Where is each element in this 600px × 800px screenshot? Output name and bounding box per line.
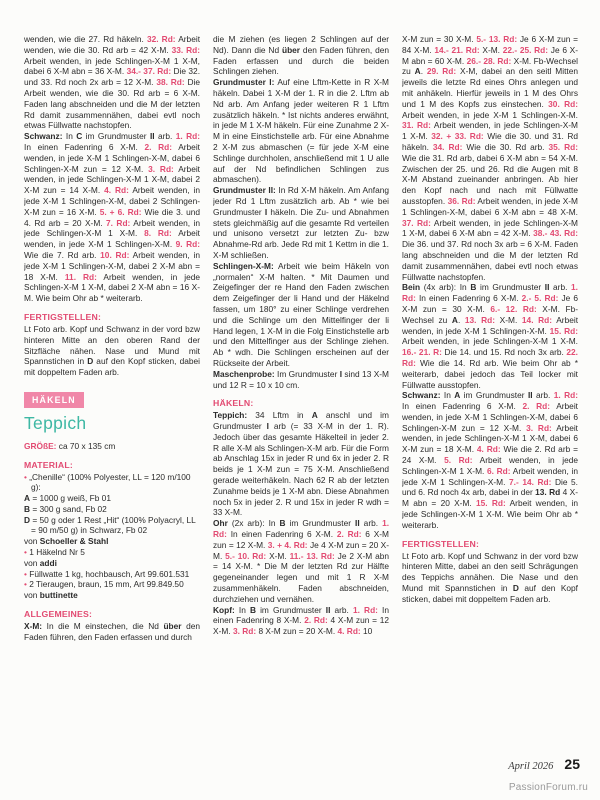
size-line: GRÖßE: ca 70 x 135 cm — [24, 440, 116, 451]
paragraph-schlingen-xm: Schlingen-X-M: Arbeit wie beim Häkeln von „normalen“ X-M halten. * Mit Daumen und Zeigefinger der re Hand den Faden zwischen dem Zeigefinger der li Hand und der Häkelnd fassen, um 180° zu einer Schlinge verdrehen und die Schlinge um den Mittelfinger der li Hand legen, 1 X-M in die Folg Einstichstelle arb und den Mittelfinger aus der Schlinge ziehen. Ab * wdh. Die Schlingen erscheinen auf der Rückseite der Arbeit. — [213, 260, 389, 368]
heading-fertigstellen-2: FERTIGSTELLEN: — [402, 538, 480, 549]
paragraph-fertigstellen-2: Lt Foto arb. Kopf und Schwanz in der vord bzw hinteren Mitte, dabei an den seitl Schrägungen des Teppichs annähen. Die Nase und den Mund mit Spannstichen in D auf den Kopf sticken, dabei mit doppeltem Faden arb. — [402, 550, 578, 604]
column-1 — [24, 34, 200, 746]
material-brand-schoeller: von Schoeller & Stahl — [24, 536, 109, 547]
paragraph-bein: Bein (4x arb): In B im Grundmuster II arb. 1. Rd: In einen Fadenring 6 X-M. 2.- 5. Rd: Je 6 X-M zun = 30 X-M. 6.- 12. Rd: X-M. Fb-Wechsel zu A. 13. Rd: X-M. 14. Rd: Arbeit wenden, in jede X-M 1 Schlingen-X-M. 15. Rd: Arbeit wenden, in jede Schlingen-X-M 1 X-M. 16.- 21. R: Die 14. und 15. Rd noch 3x arb. 22. Rd: Wie die 14. Rd arb. Wie beim Ohr ab * weiterarb, dabei jedoch das Teil locker mit Füllwatte ausstopfen. — [402, 282, 578, 390]
heading-allgemeines: ALLGEMEINES: — [24, 609, 93, 620]
paragraph-schwanz-teppich: Schwanz: In A im Grundmuster II arb. 1. Rd: In einen Fadenring 6 X-M. 2. Rd: Arbeit wenden, in jede X-M 1 Schlingen-X-M, dabei 6 Schlingen-X-M zun = 12 X-M. 3. Rd: Arbeit wenden, in jede Schlingen-X-M 1 X-M, dabei 6 X-M zun = 18 X-M. 4. Rd: Wie die 2. Rd arb = 24 X-M. 5. Rd: Arbeit wenden, in jede Schlingen-X-M 1 X-M. 6. Rd: Arbeit wenden, in jede X-M 1 Schlingen-X-M. 7.- 14. Rd: Die 5. und 6. Rd noch 4x arb, dabei in der 13. Rd 4 X-M abn = 20 X-M. 15. Rd: Arbeit wenden, in jede Schlingen-X-M 1 X-M. Wie beim Ohr ab * weiterarb. — [402, 390, 578, 530]
material-item-chenille: • „Chenille“ (100% Polyester, LL = 120 m/100 g): — [24, 471, 191, 493]
paragraph-kopf: Kopf: In B im Grundmuster II arb. 1. Rd: In einen Fadenring 8 X-M. 2. Rd: 4 X-M zun = 12 X-M. 3. Rd: 8 X-M zun = 20 X-M. 4. Rd: 10 — [213, 604, 389, 637]
paragraph-maschenprobe: Maschenprobe: Im Grundmuster I sind 13 X-M und 12 R = 10 x 10 cm. — [213, 368, 389, 390]
category-tag — [24, 392, 200, 408]
paragraph-grundmuster-1: Grundmuster I: Auf eine Lftm-Kette in R X-M häkeln. Dabei 1 X-M der 1. R in die 2. Lftm ab Nd arb. Am Anfang jeder weiteren R 1 Lftm zusätzlich häkeln. * Ist nichts anderes erwähnt, in jede M 1 X-M häkeln. Für eine Zunahme 2 X-M in eine Einstichstelle arb. Für eine Abnahme 2 X-M zus abmaschen (= für jede X-M eine Schlinge durchholen, anschließend mit 1 U alle auf der Nd befindlichen Schlingen zus abmaschen). — [213, 77, 389, 185]
heading-haekeln: HÄKELN: — [213, 398, 254, 409]
material-item-tieraugen: • 2 Tieraugen, braun, 15 mm, Art 99.849.50 — [24, 579, 184, 590]
column-2 — [213, 34, 389, 746]
paragraph-xm-fortsetzung: die M ziehen (es liegen 2 Schlingen auf der Nd). Dann die Nd über den Faden führen, den Faden erfassen und durch die beiden Schlingen ziehen. — [213, 34, 389, 77]
category-tag-label: HÄKELN — [24, 392, 84, 408]
material-brand-addi: von addi — [24, 557, 57, 568]
paragraph-teppich: Teppich: 34 Lftm in A anschl und im Grundmuster I arb (= 33 X-M in der 1. R). Jedoch über das gesamte Häkelteil in jeder 2. R alle X-M als Schlingen-X-M arb. Für die Form ab Anschlag 15x in jeder R und 6x in jeder 2. R beids je 1 X-M zun = 75 X-M. Anschließend gerade weiterhäkeln. Nach 62 R ab der letzten Zunahme beids je 1 X-M abn. Diese Abnahmen noch 5x in jeder 2. R und 15x in jeder R wdh = 33 X-M. — [213, 410, 389, 518]
paragraph-fertigstellen-1: Lt Foto arb. Kopf und Schwanz in der vord bzw hinteren Mitte an den oberen Rand der Sitzfläche nähen. Nase und Mund mit Spannstichen in D auf den Kopf sticken, dabei mit doppeltem Faden arb. — [24, 323, 200, 378]
issue-date: April 2026 — [508, 761, 554, 772]
column-3 — [402, 34, 578, 746]
paragraph-xm: X-M: In die M einstechen, die Nd über den Faden führen, den Faden erfassen und durch — [24, 621, 200, 642]
material-item-fuellwatte: • Füllwatte 1 kg, hochbausch, Art 99.601.531 — [24, 568, 190, 579]
material-item-haekelnadel: • 1 Häkelnd Nr 5 — [24, 547, 85, 558]
pattern-title: Teppich — [24, 412, 87, 433]
paragraph-ohr: Ohr (2x arb): In B im Grundmuster II arb. 1. Rd: In einen Fadenring 6 X-M. 2. Rd: 6 X-M zun = 12 X-M. 3. + 4. Rd: Je 4 X-M zun = 20 X-M. 5.- 10. Rd: X-M. 11.- 13. Rd: Je 2 X-M abn = 14 X-M. * Die M der letzten Rd zur Hälfte gegeneinander legen und mit 1 R X-M zusammenhäkeln. Faden abschneiden, durchziehen und vernähen. — [213, 518, 389, 604]
heading-fertigstellen-1: FERTIGSTELLEN: — [24, 311, 102, 322]
page-footer — [508, 756, 580, 772]
material-brand-buttinette: von buttinette — [24, 590, 78, 601]
paragraph-schwanz: Schwanz: In C im Grundmuster II arb. 1. Rd: In einen Fadenring 6 X-M. 2. Rd: Arbeit wenden, in jede X-M 1 Schlingen-X-M, dabei 6 Schlingen-X-M zun = 12 X-M. 3. Rd: Arbeit wenden, in jede Schlingen-X-M 1 X-M, dabei 2 X-M zun = 14 X-M. 4. Rd: Arbeit wenden, in jede X-M 1 Schlingen-X-M, dabei 2 Schlingen-X-M zun = 16 X-M. 5. + 6. Rd: Wie die 3. und 4. Rd arb = 20 X-M. 7. Rd: Arbeit wenden, in jede Schlingen-X-M 1 X-M. 8. Rd: Arbeit wenden, in jede X-M 1 Schlingen-X-M. 9. Rd: Wie die 7. Rd arb. 10. Rd: Arbeit wenden, in jede X-M 1 Schlingen-X-M, dabei 2 X-M abn = 18 X-M. 11. Rd: Arbeit wenden, in jede Schlingen-X-M 1 X-M, dabei 2 X-M abn = 16 X-M. Wie beim Ohr ab * weiterarb. — [24, 131, 200, 304]
paragraph-kopf-fortsetzung: X-M zun = 30 X-M. 5.- 13. Rd: Je 6 X-M zun = 84 X-M. 14.- 21. Rd: X-M. 22.- 25. Rd: Je 6 X-M abn = 60 X-M. 26.- 28. Rd: X-M. Fb-Wechsel zu A. 29. Rd: X-M, dabei an den seitl Mitten jeweils die letzte Rd eines Ohrs anlegen und mit anhäkeln. Hierfür jeweils in 1 M des Ohrs und 1 M des Kopfs zus einstechen. 30. Rd: Arbeit wenden, in jede X-M 1 Schlingen-X-M. 31. Rd: Arbeit wenden, in jede Schlingen-X-M 1 X-M. 32. + 33. Rd: Wie die 30. und 31. Rd häkeln. 34. Rd: Wie die 30. Rd arb. 35. Rd: Wie die 31. Rd arb, dabei 6 X-M abn = 54 X-M. Zwischen der 25. und 26. Rd die Augen mit 8 X-M Abstand zueinander anbringen. Ab hier den Kopf nach und nach mit Füllwatte ausstopfen. 36. Rd: Arbeit wenden, in jede X-M 1 Schlingen-X-M, dabei 6 X-M abn = 48 X-M. 37. Rd: Arbeit wenden, in jede Schlingen-X-M 1 X-M, dabei 6 X-M abn = 42 X-M. 38.- 43. Rd: Die 36. und 37. Rd noch 3x arb = 6 X-M. Faden lang abschneiden und die M der letzten Rd damit zusammennähen, dabei evtl noch etwas Füllwatte nachstopfen. — [402, 34, 578, 282]
content-area — [24, 34, 578, 746]
page-number: 25 — [564, 756, 580, 772]
material-item-b: B = 300 g sand, Fb 02 — [24, 503, 107, 514]
paragraph-grundmuster-2: Grundmuster II: In Rd X-M häkeln. Am Anfang jeder Rd 1 Lftm zusätzlich arb. Ab * wie bei Grundmuster I häkeln. Die Zu- und Abnahmen stets gleichmäßig auf die gesamte Rd verteilen und unisono versetzt zur letzten Zu- bzw Abnahme-Rd arb. Jede Rd mit 1 Kettm in die 1. X-M schließen. — [213, 185, 389, 260]
material-item-a: A = 1000 g weiß, Fb 01 — [24, 493, 111, 504]
material-item-d: D = 50 g oder 1 Rest „Hit“ (100% Polyacryl, LL = 90 m/50 g) in Schwarz, Fb 02 — [24, 514, 196, 536]
heading-material: MATERIAL: — [24, 459, 73, 470]
paragraph-sitzflaeche-ende: wenden, wie die 27. Rd häkeln. 32. Rd: Arbeit wenden, wie die 30. Rd arb = 42 X-M. 33. Rd: Arbeit wenden, in jede Schlingen-X-M 1 X-M, dabei 6 X-M abn = 36 X-M. 34.- 37. Rd: Die 32. und 33. Rd noch 2x arb = 12 X-M. 38. Rd: Die Arbeit wenden, wie die 30. Rd arb = 6 X-M. Faden lang abschneiden und die M der letzten Rd damit zusammennähen, dabei evtl noch etwas Füllwatte nachstopfen. — [24, 34, 200, 131]
watermark: PassionForum.ru — [508, 782, 588, 793]
